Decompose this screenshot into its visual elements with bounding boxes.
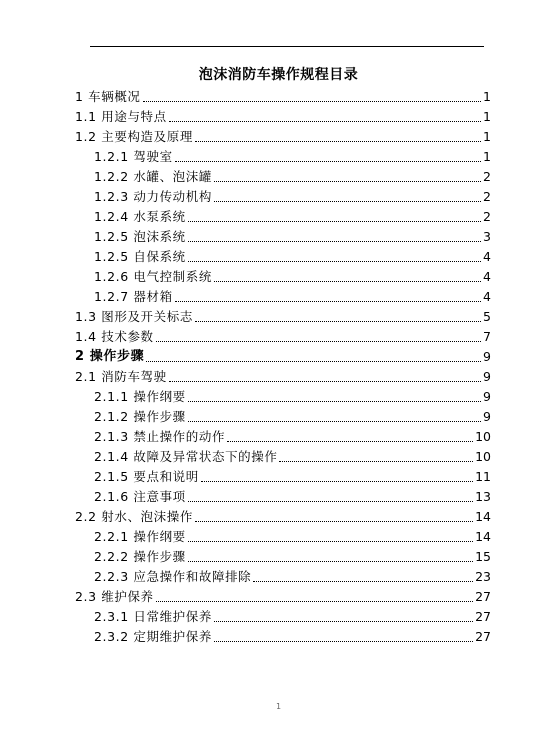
toc-entry[interactable] — [94, 608, 491, 626]
toc-entry-page: 7 — [483, 329, 491, 344]
toc-entry-page: 4 — [483, 249, 491, 264]
toc-dot-leader — [227, 441, 473, 442]
page-number: 1 — [275, 702, 282, 711]
toc-entry[interactable] — [75, 328, 491, 346]
toc-entry-label: 1.3 图形及开关标志 — [75, 309, 193, 324]
toc-entry-page: 27 — [475, 629, 491, 644]
toc-entry-page: 9 — [483, 409, 491, 424]
toc-entry-page: 27 — [475, 609, 491, 624]
toc-dot-leader — [188, 421, 481, 422]
toc-entry-page: 27 — [475, 589, 491, 604]
toc-entry[interactable] — [94, 408, 491, 426]
toc-dot-leader — [253, 581, 473, 582]
toc-entry[interactable] — [94, 168, 491, 186]
toc-entry[interactable] — [94, 208, 491, 226]
toc-entry-label: 2.1.4 故障及异常状态下的操作 — [94, 449, 278, 464]
toc-entry-label: 2.2.3 应急操作和故障排除 — [94, 569, 252, 584]
toc-dot-leader — [214, 181, 481, 182]
toc-entry[interactable] — [94, 448, 491, 466]
toc-entry-label: 2.1.2 操作步骤 — [94, 409, 186, 424]
toc-entry-page: 1 — [483, 149, 491, 164]
toc-entry[interactable] — [75, 128, 491, 146]
toc-dot-leader — [188, 401, 481, 402]
toc-entry-label: 2.2.2 操作步骤 — [94, 549, 186, 564]
toc-entry-page: 2 — [483, 189, 491, 204]
toc-entry-label: 2 操作步骤 — [75, 349, 145, 364]
toc-dot-leader — [188, 561, 473, 562]
document-title: 泡沫消防车操作规程目录 — [198, 67, 359, 83]
toc-dot-leader — [195, 321, 481, 322]
toc-dot-leader — [188, 541, 473, 542]
toc-entry-page: 9 — [483, 389, 491, 404]
toc-entry-page: 5 — [483, 309, 491, 324]
toc-entry-label: 1.2.5 泡沫系统 — [94, 229, 186, 244]
toc-entry[interactable] — [94, 428, 491, 446]
toc-entry-label: 1.2.1 驾驶室 — [94, 149, 173, 164]
toc-entry-label: 2.1 消防车驾驶 — [75, 369, 167, 384]
toc-dot-leader — [188, 241, 481, 242]
toc-entry-page: 1 — [483, 89, 491, 104]
toc-dot-leader — [146, 361, 481, 362]
toc-dot-leader — [214, 281, 481, 282]
toc-entry[interactable] — [94, 628, 491, 646]
toc-entry-label: 2.3.1 日常维护保养 — [94, 609, 212, 624]
toc-entry-page: 1 — [483, 129, 491, 144]
toc-entry-label: 1.2.3 动力传动机构 — [94, 189, 212, 204]
toc-entry-page: 2 — [483, 169, 491, 184]
toc-entry-page: 4 — [483, 289, 491, 304]
toc-entry[interactable] — [75, 348, 491, 366]
toc-entry[interactable] — [94, 488, 491, 506]
toc-entry-page: 11 — [475, 469, 491, 484]
toc-entry-page: 9 — [483, 369, 491, 384]
toc-entry[interactable] — [75, 368, 491, 386]
toc-entry-page: 2 — [483, 209, 491, 224]
toc-entry-page: 10 — [475, 449, 491, 464]
toc-entry[interactable] — [94, 468, 491, 486]
toc-dot-leader — [214, 621, 473, 622]
toc-dot-leader — [188, 261, 481, 262]
toc-entry-label: 1.2.6 电气控制系统 — [94, 269, 212, 284]
toc-entry-page: 14 — [475, 529, 491, 544]
toc-dot-leader — [201, 481, 473, 482]
toc-dot-leader — [188, 221, 481, 222]
toc-entry-label: 2.3 维护保养 — [75, 589, 154, 604]
toc-entry[interactable] — [94, 568, 491, 586]
toc-entry[interactable] — [75, 108, 491, 126]
toc-entry-page: 1 — [483, 109, 491, 124]
toc-entry-label: 1.1 用途与特点 — [75, 109, 167, 124]
toc-entry[interactable] — [94, 228, 491, 246]
toc-entry-label: 1.4 技术参数 — [75, 329, 154, 344]
toc-entry-label: 1.2.5 自保系统 — [94, 249, 186, 264]
toc-dot-leader — [195, 521, 473, 522]
toc-entry-label: 2.1.1 操作纲要 — [94, 389, 186, 404]
header-rule — [90, 46, 484, 47]
toc-dot-leader — [279, 461, 473, 462]
toc-entry[interactable] — [94, 528, 491, 546]
toc-entry-label: 1.2.7 器材箱 — [94, 289, 173, 304]
toc-entry[interactable] — [94, 268, 491, 286]
toc-entry[interactable] — [75, 588, 491, 606]
toc-entry-page: 15 — [475, 549, 491, 564]
toc-entry-page: 4 — [483, 269, 491, 284]
toc-dot-leader — [156, 341, 481, 342]
toc-dot-leader — [169, 381, 481, 382]
toc-entry[interactable] — [94, 248, 491, 266]
toc-entry[interactable] — [94, 188, 491, 206]
toc-entry-page: 10 — [475, 429, 491, 444]
toc-entry-page: 14 — [475, 509, 491, 524]
toc-entry-label: 2.2 射水、泡沫操作 — [75, 509, 193, 524]
toc-entry[interactable] — [94, 548, 491, 566]
toc-entry-page: 13 — [475, 489, 491, 504]
toc-entry[interactable] — [94, 388, 491, 406]
toc-entry-page: 23 — [475, 569, 491, 584]
toc-entry-label: 2.1.6 注意事项 — [94, 489, 186, 504]
toc-entry-label: 2.3.2 定期维护保养 — [94, 629, 212, 644]
toc-dot-leader — [175, 161, 481, 162]
toc-entry-label: 1.2.4 水泵系统 — [94, 209, 186, 224]
toc-dot-leader — [175, 301, 481, 302]
toc-dot-leader — [214, 201, 481, 202]
toc-entry-label: 2.1.5 要点和说明 — [94, 469, 199, 484]
toc-entry-label: 1.2 主要构造及原理 — [75, 129, 193, 144]
toc-entry[interactable] — [75, 88, 491, 106]
toc-entry-label: 1 车辆概况 — [75, 89, 141, 104]
toc-dot-leader — [156, 601, 473, 602]
toc-dot-leader — [214, 641, 473, 642]
toc-entry[interactable] — [94, 288, 491, 306]
toc-dot-leader — [188, 501, 473, 502]
toc-entry-label: 2.2.1 操作纲要 — [94, 529, 186, 544]
toc-entry[interactable] — [75, 508, 491, 526]
toc-entry-label: 1.2.2 水罐、泡沫罐 — [94, 169, 212, 184]
toc-dot-leader — [169, 121, 481, 122]
toc-entry[interactable] — [75, 308, 491, 326]
toc-entry-page: 3 — [483, 229, 491, 244]
toc-dot-leader — [143, 101, 482, 102]
toc-entry-label: 2.1.3 禁止操作的动作 — [94, 429, 226, 444]
toc-dot-leader — [195, 141, 481, 142]
toc-entry-page: 9 — [483, 349, 491, 364]
toc-entry[interactable] — [94, 148, 491, 166]
